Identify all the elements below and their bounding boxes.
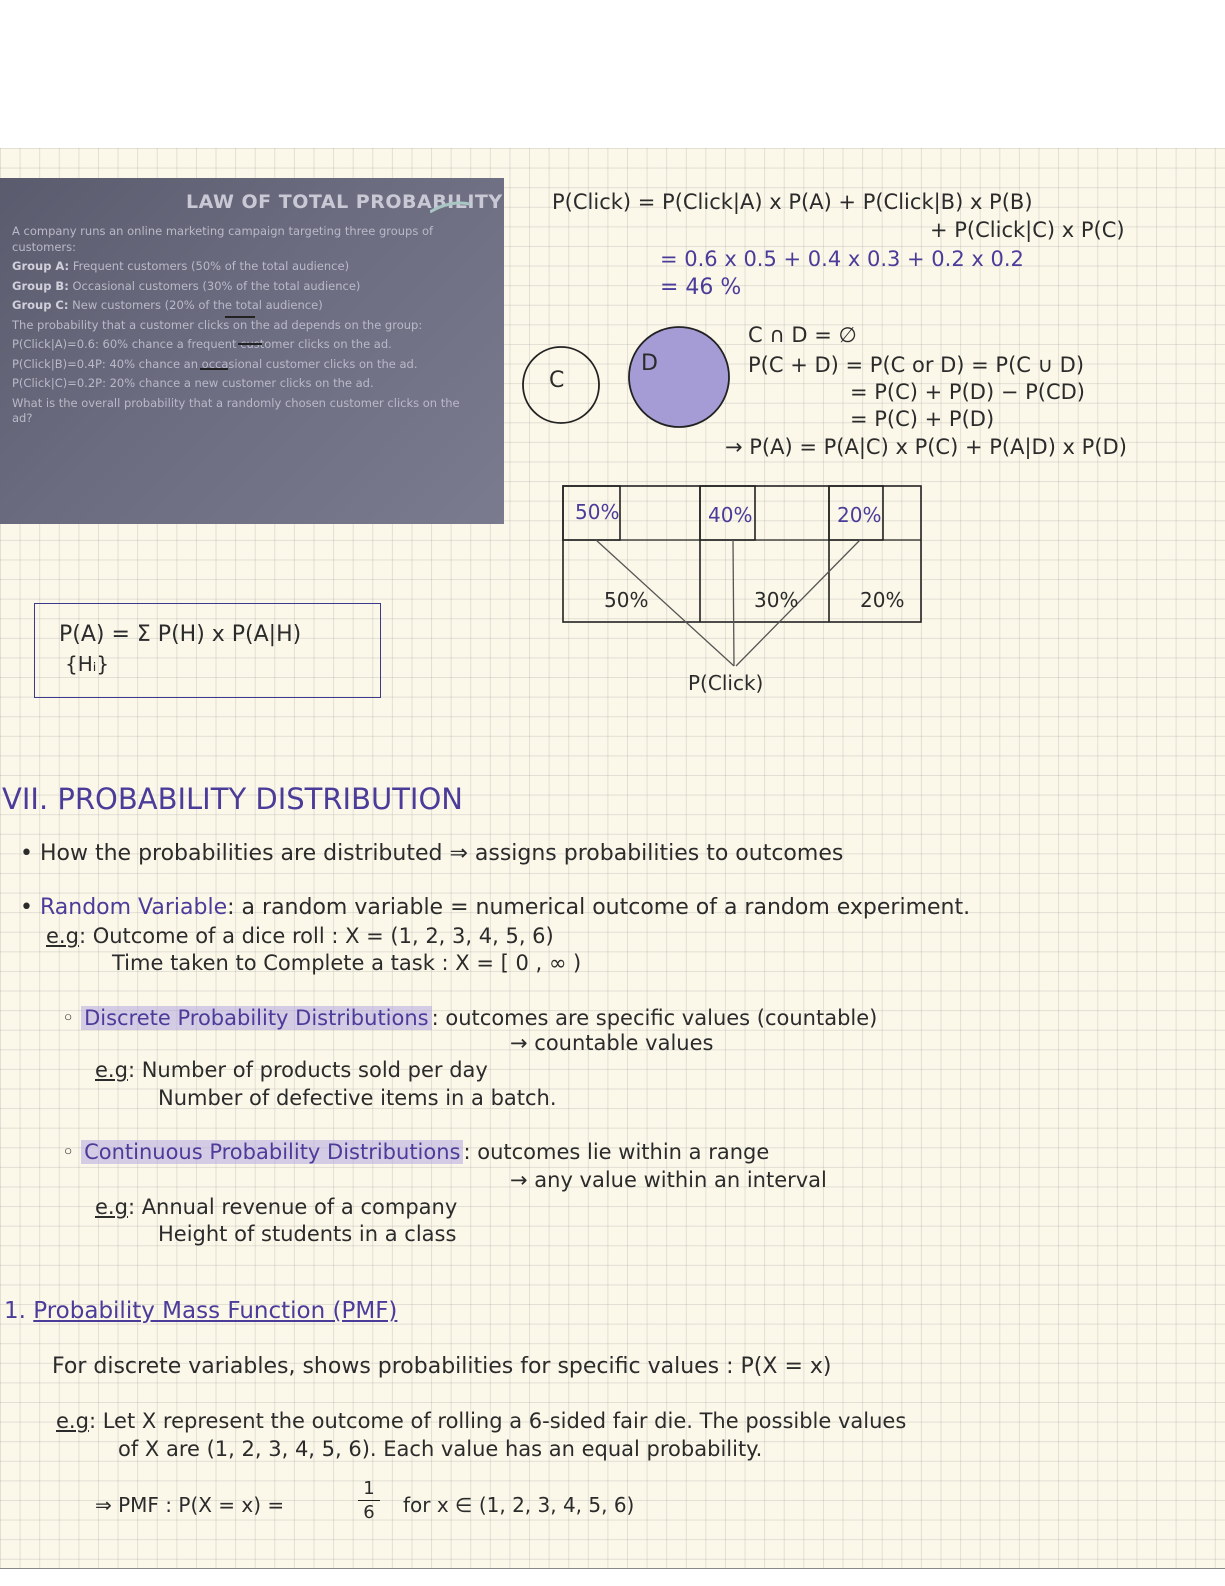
bottom-edge: [0, 1568, 1225, 1586]
discrete-eg-label: e.g: [95, 1058, 128, 1082]
slide-group-a-text: Frequent customers (50% of the total audience): [72, 259, 350, 274]
pmf-formula-b: for x ∈ (1, 2, 3, 4, 5, 6): [403, 1493, 635, 1517]
bullet-1-text: How the probabilities are distributed ⇒ assigns probabilities to outcomes: [39, 841, 844, 866]
pmf-text: For discrete variables, shows probabilities for specific values : P(X = x): [52, 1354, 832, 1379]
venn-eq-2: P(C + D) = P(C or D) = P(C ∪ D): [748, 353, 1085, 377]
rv-example-1: [46, 924, 554, 948]
pmf-example-2: of X are (1, 2, 3, 4, 5, 6). Each value has an equal probability.: [118, 1437, 763, 1461]
slide-pc: P(Click|C)=0.2P: 20% chance a new customer clicks on the ad.: [12, 376, 374, 391]
continuous-arrow: → any value within an interval: [510, 1168, 827, 1192]
formula-line-1: P(A) = Σ P(H) x P(A|H): [59, 622, 302, 647]
table-top-2: 40%: [708, 503, 753, 527]
circle-d: [629, 327, 729, 427]
slide-underline-marks-3: [200, 368, 228, 370]
table-bottom-3: 20%: [860, 588, 905, 612]
table-bottom-2: 30%: [754, 588, 799, 612]
circle-c-label: C: [549, 368, 565, 393]
discrete-text: : outcomes are specific values (countable): [431, 1006, 878, 1030]
slide-underline-marks: [225, 316, 255, 318]
rv-example-1-text: : Outcome of a dice roll : X = (1, 2, 3, 4, 5, 6): [78, 924, 554, 948]
circle-d-label: D: [641, 351, 658, 376]
random-variable-text: : a random variable = numerical outcome of a random experiment.: [227, 895, 971, 920]
notebook-page: [0, 148, 1225, 1568]
pmf-formula-a: ⇒ PMF : P(X = x) =: [95, 1493, 285, 1517]
continuous-eg-label: e.g: [95, 1195, 128, 1219]
slide-group-b-text: Occasional customers (30% of the total audience): [72, 278, 361, 293]
slide-image: [0, 178, 504, 524]
formula-line-2: {Hᵢ}: [65, 652, 110, 676]
discrete-label: Discrete Probability Distributions: [81, 1006, 432, 1030]
bullet-2: • Random Variable: a random variable = numerical outcome of a random experiment.: [20, 895, 971, 920]
pmf-example-1: [56, 1409, 906, 1433]
table-result-label: P(Click): [688, 671, 764, 695]
slide-intro: A company runs an online marketing campaign targeting three groups of customers:: [12, 224, 434, 254]
slide-title: LAW OF TOTAL PROBABILITY: [186, 191, 503, 213]
pmf-eg-label: e.g: [56, 1409, 89, 1433]
random-variable-label: Random Variable: [39, 895, 228, 920]
slide-title-swoosh-icon: [430, 198, 470, 216]
discrete-example-1-text: : Number of products sold per day: [127, 1058, 488, 1082]
table-top-3: 20%: [837, 503, 882, 527]
continuous-label: Continuous Probability Distributions: [81, 1140, 463, 1164]
slide-group-b-label: Group B:: [12, 278, 69, 293]
venn-eq-3: = P(C) + P(D) − P(CD): [850, 380, 1085, 404]
slide-underline-marks-2: [238, 343, 262, 345]
slide-group-c-label: Group C:: [12, 298, 69, 313]
slide-pa: P(Click|A)=0.6: 60% chance a frequent customer clicks on the ad.: [12, 337, 392, 352]
slide-body: [12, 224, 462, 431]
table-bottom-1: 50%: [604, 588, 649, 612]
continuous-text: : outcomes lie within a range: [463, 1140, 770, 1164]
discrete-example-1: [95, 1058, 488, 1082]
pmf-fraction-denominator: 6: [363, 1502, 375, 1523]
calc-line-2: + P(Click|C) x P(C): [930, 218, 1125, 242]
rv-eg-label: e.g: [46, 924, 79, 948]
venn-eq-4: = P(C) + P(D): [850, 407, 995, 431]
table-top-1: 50%: [575, 500, 620, 524]
pmf-heading: [4, 1298, 397, 1324]
calc-line-1: P(Click) = P(Click|A) x P(A) + P(Click|B) x P(B): [552, 190, 1033, 214]
pmf-title: Probability Mass Function (PMF): [33, 1298, 398, 1324]
discrete-bullet: ◦ Discrete Probability Distributions : outcomes are specific values (countable): [62, 1006, 878, 1030]
continuous-example-1: [95, 1195, 457, 1219]
pmf-number: 1.: [4, 1298, 26, 1324]
continuous-example-1-text: : Annual revenue of a company: [127, 1195, 458, 1219]
total-probability-formula-box: [34, 603, 381, 698]
slide-group-a-label: Group A:: [12, 259, 70, 274]
calc-line-4: = 46 %: [660, 275, 742, 300]
continuous-example-2: Height of students in a class: [158, 1222, 457, 1246]
slide-depends: The probability that a customer clicks on the ad depends on the group:: [12, 317, 423, 332]
calc-line-3: = 0.6 x 0.5 + 0.4 x 0.3 + 0.2 x 0.2: [660, 247, 1024, 271]
discrete-example-2: Number of defective items in a batch.: [158, 1086, 557, 1110]
rv-example-2: Time taken to Complete a task : X = [ 0 , ∞ ): [112, 951, 582, 975]
pmf-fraction: [358, 1478, 380, 1525]
venn-eq-1: C ∩ D = ∅: [748, 323, 857, 347]
slide-question: What is the overall probability that a randomly chosen customer clicks on the ad?: [12, 395, 460, 426]
pmf-fraction-numerator: 1: [358, 1478, 380, 1501]
bullet-1: • How the probabilities are distributed ⇒ assigns probabilities to outcomes: [20, 841, 844, 866]
pmf-example-1-text: : Let X represent the outcome of rolling a 6-sided fair die. The possible values: [88, 1409, 907, 1433]
continuous-bullet: ◦ Continuous Probability Distributions : outcomes lie within a range: [62, 1140, 770, 1164]
venn-eq-5: → P(A) = P(A|C) x P(C) + P(A|D) x P(D): [725, 435, 1127, 459]
section-title: VII. PROBABILITY DISTRIBUTION: [2, 782, 463, 816]
slide-group-c-text: New customers (20% of the total audience): [72, 298, 323, 313]
discrete-arrow: → countable values: [510, 1031, 714, 1055]
slide-pb: P(Click|B)=0.4P: 40% chance an occasional customer clicks on the ad.: [12, 356, 418, 371]
